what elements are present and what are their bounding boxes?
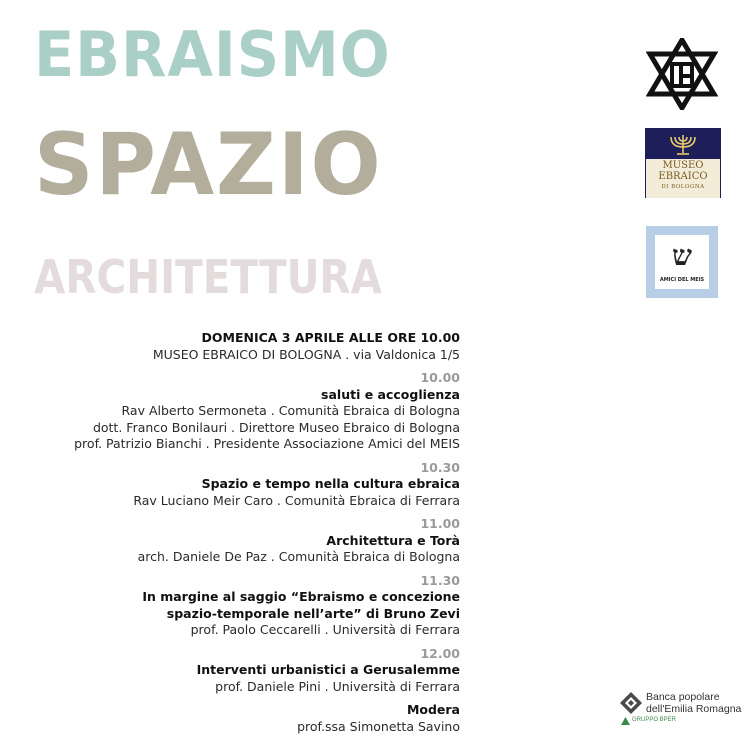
museo-line-3: DI BOLOGNA [661,184,705,190]
slot-title: Spazio e tempo nella cultura ebraica [201,476,460,491]
slot-speaker: dott. Franco Bonilauri . Direttore Museo Ebraico di Bologna [92,419,460,435]
slot-time: 10.00 [420,370,460,385]
slot-time: 10.30 [420,459,460,475]
museo-name [646,159,720,198]
program-slot [74,460,460,510]
program-slot [74,516,460,566]
amici-caption: AMICI DEL MEIS [659,277,705,283]
shin-glyph: ש [672,239,692,272]
slot-time: 12.00 [420,645,460,661]
slot-time: 11.30 [420,572,460,588]
slot-speaker: arch. Daniele De Paz . Comunità Ebraica di Bologna [137,549,460,564]
slot-title: saluti e accoglienza [321,386,460,402]
program [74,330,460,735]
bper-icon [621,717,630,725]
slot-title: In margine al saggio “Ebraismo e concezione [142,589,460,604]
museo-line-2: EBRAICO [658,171,708,182]
slot-title: Interventi urbanistici a Gerusalemme [196,662,460,677]
program-slot [74,646,460,696]
slot-speaker: prof. Patrizio Bianchi . Presidente Associazione Amici del MEIS [74,436,460,451]
bank-name-line-1: Banca popolare [646,691,720,703]
amici-del-meis-logo [646,226,718,298]
slot-speaker: Rav Alberto Sermoneta . Comunità Ebraica di Bologna [121,403,460,418]
event-date: DOMENICA 3 APRILE ALLE ORE 10.00 [201,330,460,345]
slot-title: spazio-temporale nell’arte” di Bruno Zevi [166,605,460,621]
program-slot [74,573,460,639]
slot-title: Architettura e Torà [326,532,460,548]
bank-logo [620,690,750,730]
program-slot [74,370,460,453]
moderator-label: Modera [406,702,460,717]
title-spazio: SPAZIO [34,115,383,215]
slot-time: 11.00 [420,516,460,531]
slot-speaker: Rav Luciano Meir Caro . Comunità Ebraica di Ferrara [133,492,460,508]
title-ebraismo: EBRAISMO [34,18,391,91]
star-of-david-icon [646,38,718,110]
slot-speaker: prof. Paolo Ceccarelli . Università di Ferrara [190,622,460,637]
museo-ebraico-logo [645,128,721,198]
bank-diamond-icon [620,692,642,714]
bank-group: GRUPPO BPER [632,717,677,723]
bank-name-line-2: dell'Emilia Romagna [646,703,742,715]
star-of-david-logo [646,38,718,110]
title-architettura: ARCHITETTURA [34,250,382,304]
menorah-icon [646,129,720,159]
event-venue: MUSEO EBRAICO DI BOLOGNA . via Valdonica 1/5 [152,346,460,362]
moderator-name: prof.ssa Simonetta Savino [297,718,460,734]
slot-speaker: prof. Daniele Pini . Università di Ferrara [215,678,460,694]
museo-line-1: MUSEO [662,160,704,171]
